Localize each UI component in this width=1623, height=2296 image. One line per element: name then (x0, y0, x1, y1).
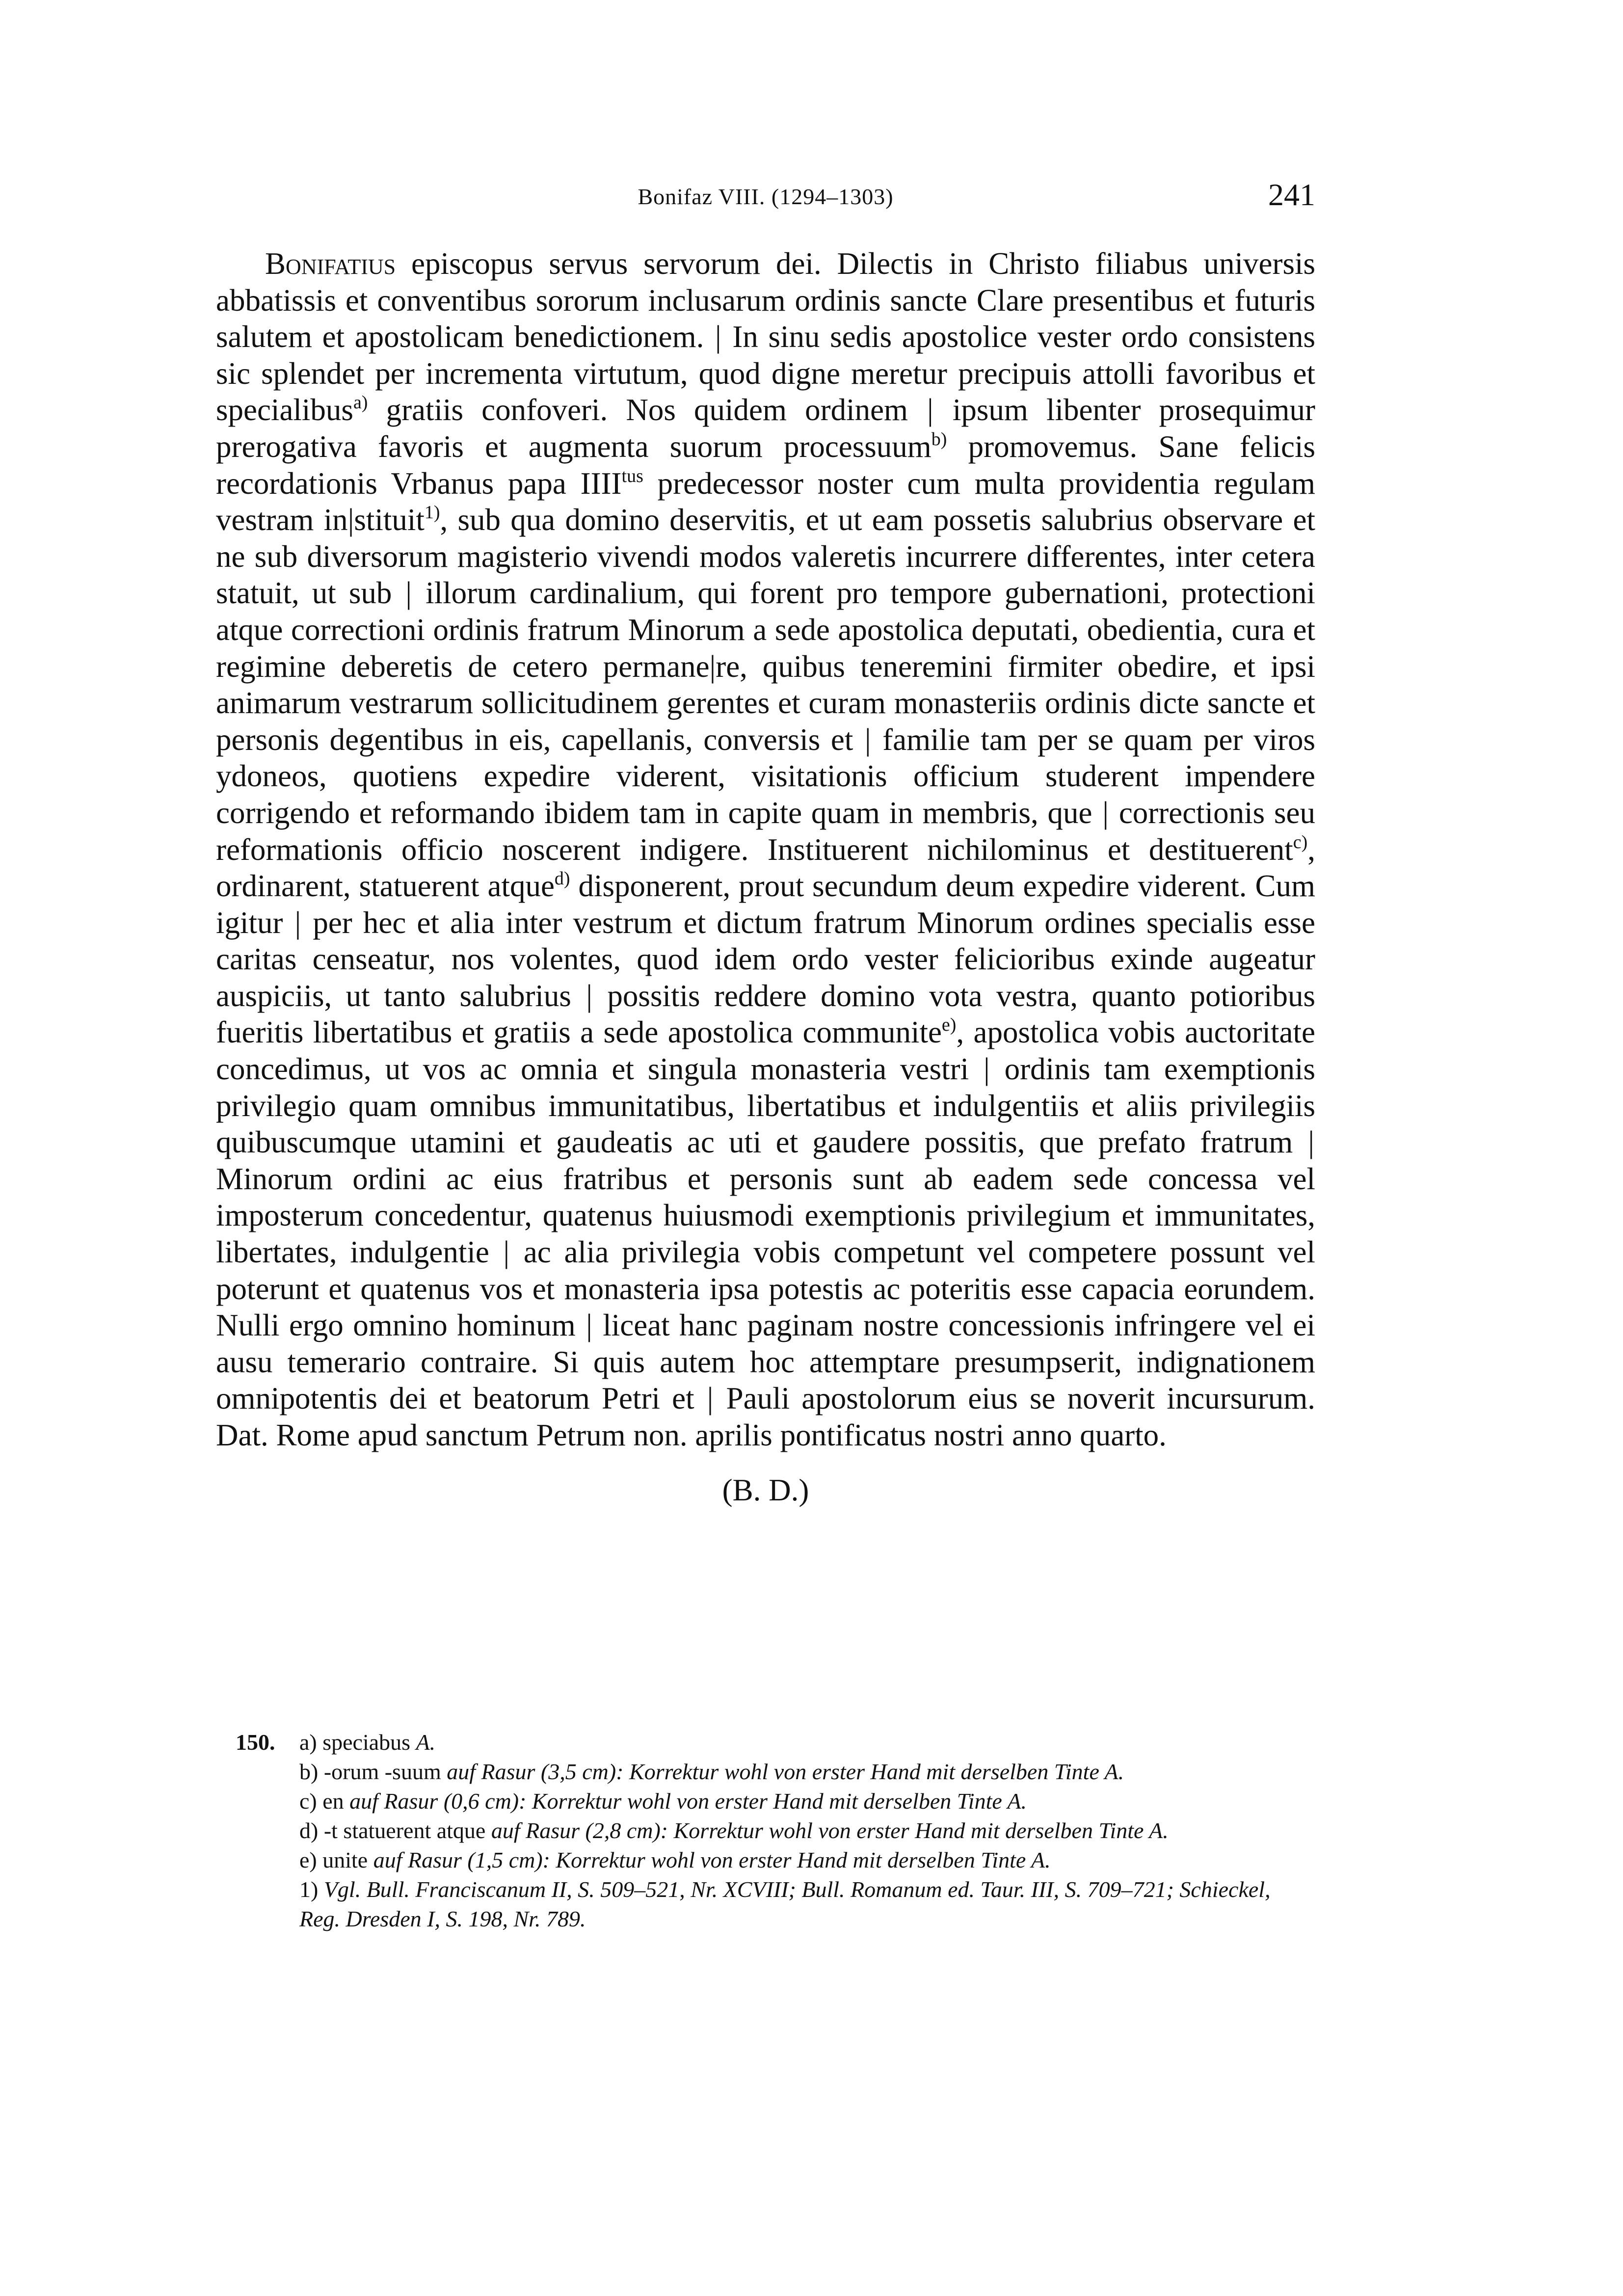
text-run: stituit (354, 503, 425, 537)
footnote-comment: Vgl. Bull. Franciscanum II, S. 509–521, Nr. XCVIII; Bull. Romanum ed. Taur. III, S. 709–721; Schieckel, Reg. Dresden I, S. 198, Nr. 789. (299, 1877, 1271, 1931)
ordinal-superscript: tus (621, 465, 643, 486)
folio-separator: | (586, 1308, 592, 1343)
folio-separator: | (707, 1381, 714, 1416)
folio-separator: | (864, 722, 871, 757)
running-head (216, 177, 1315, 226)
footnote-label: b) -orum -suum (299, 1759, 447, 1784)
footnote-mark-e: e) (941, 1015, 957, 1036)
text-run: episcopus servus servorum dei. Dilectis in Christo filiabus universis abbatissis et conventibus sororum inclusarum ordinis sancte Clare presentibus et futuris salutem et apostolicam benedictionem. (216, 246, 1315, 354)
issuer-name: Bonifatius (265, 246, 396, 281)
text-run: ipsum libenter prosequimur prerogativa favoris et augmenta suorum processuum (216, 393, 1315, 464)
text-run: re, quibus teneremini firmiter obedire, et ipsi animarum vestrarum sollicitudinem gerentes et curam monasteriis ordinis dicte sancte et personis degentibus in eis, capellanis, conversis et (216, 649, 1315, 757)
footnote-comment: auf Rasur (1,5 cm): Korrektur wohl von erster Hand mit derselben Tinte A. (373, 1847, 1051, 1872)
text-run: In sinu sedis apostolice vester ordo consistens sic splendet per incrementa virtutum, quod digne meretur precipuis attolli favoribus et specialibus (216, 320, 1315, 427)
folio-separator: | (294, 905, 301, 940)
document-number: 150. (236, 1730, 275, 1755)
footnote-comment: A. (416, 1730, 436, 1755)
footnote-comment: auf Rasur (2,8 cm): Korrektur wohl von erster Hand mit derselben Tinte A. (491, 1818, 1169, 1843)
footnote-label: e) unite (299, 1847, 373, 1872)
folio-separator: | (586, 978, 592, 1013)
text-run: Pauli apostolorum eius se noverit incursurum. Dat. Rome apud sanctum Petrum non. aprilis pontificatus nostri anno quarto. (216, 1381, 1315, 1452)
footnote-a (236, 1728, 1305, 1757)
folio-separator: | (503, 1235, 510, 1270)
folio-separator: | (984, 1052, 990, 1087)
footnote-comment: auf Rasur (0,6 cm): Korrektur wohl von erster Hand mit derselben Tinte A. (349, 1789, 1027, 1814)
footnote-mark-1: 1) (424, 502, 440, 523)
footnote-c (236, 1787, 1305, 1816)
footnote-1 (236, 1875, 1305, 1934)
footnote-label: d) -t statuerent atque (299, 1818, 491, 1843)
footnote-label: c) en (299, 1789, 350, 1814)
folio-separator: | (715, 320, 721, 354)
footnote-e (236, 1845, 1305, 1875)
text-run: predecessor noster cum multa providentia regulam vestram in (216, 466, 1316, 537)
footnote-comment: auf Rasur (3,5 cm): Korrektur wohl von erster Hand mit derselben Tinte A. (447, 1759, 1124, 1784)
document-body (216, 245, 1315, 1454)
text-run: gratiis confoveri. Nos quidem ordinem (368, 393, 927, 427)
footnotes (236, 1728, 1305, 1934)
footnote-mark-c: c) (1293, 831, 1308, 853)
text-run: liceat hanc paginam nostre concessionis infringere vel ei ausu temerario contraire. Si quis autem hoc attemptare presumpserit, indignationem omnipotentis dei et beatorum Petri et (216, 1308, 1315, 1416)
footnote-mark-d: d) (554, 868, 570, 889)
running-title: Bonifaz VIII. (1294–1303) (638, 184, 894, 209)
text-run: per hec et alia inter vestrum et dictum fratrum Minorum ordines specialis esse caritas censeatur, nos volentes, quod idem ordo vester felicioribus exinde augeatur auspiciis, ut tanto salubrius (216, 905, 1315, 1013)
text-run: illorum cardinalium, qui forent pro tempore gubernationi, protectioni atque correctioni ordinis fratrum Minorum a sede apostolica deputati, obedientia, cura et regimine deberetis de cetero permane (216, 576, 1315, 684)
footnote-label: 1) (299, 1877, 324, 1902)
text-run: ac alia privilegia vobis competunt vel competere possunt vel poterunt et quatenus vos et monasteria ipsa potestis ac poteritis esse capacia eorundem. Nulli ergo omnino hominum (216, 1235, 1315, 1343)
page-number: 241 (1268, 177, 1315, 212)
folio-separator: | (1102, 795, 1109, 830)
text-run: , ordinarent, statuerent atque (216, 832, 1315, 904)
folio-separator: | (405, 576, 412, 611)
text-run: possitis reddere domino vota vestra, quanto potioribus fueritis libertatibus et gratiis a sede apostolica communite (216, 978, 1315, 1050)
seal-note: (B. D.) (722, 1473, 809, 1507)
footnote-mark-b: b) (931, 428, 947, 450)
folio-separator: | (347, 503, 354, 537)
text-run: , sub qua domino deservitis, et ut eam possetis salubrius observare et ne sub diversorum magisterio vivendi modos valeretis incurrere differentes, inter cetera statuit, ut sub (216, 503, 1315, 611)
charter-paragraph (216, 245, 1315, 1454)
text-run: , apostolica vobis auctoritate concedimus, ut vos ac omnia et singula monasteria vestri (216, 1015, 1315, 1087)
text-run: Minorum ordini ac eius fratribus et personis sunt ab eadem sede concessa vel imposterum concedentur, quatenus huiusmodi exemptionis privilegium et immunitates, libertates, indulgentie (216, 1161, 1315, 1270)
text-run: correctionis seu reformationis officio noscerent indigere. Instituerent nichilominus et destituerent (216, 795, 1315, 867)
footnote-label: a) speciabus (299, 1730, 416, 1755)
text-run: ordinis tam exemptionis privilegio quam omnibus immunitatibus, libertatibus et indulgentiis et aliis privilegiis quibuscumque utamini et gaudeatis ac uti et gaudere possitis, que prefato fratrum (216, 1052, 1316, 1160)
folio-separator: | (927, 393, 933, 427)
folio-separator: | (709, 649, 716, 684)
text-run: promovemus. Sane felicis recordationis Vrbanus papa IIII (216, 429, 1315, 501)
text-run: familie tam per se quam per viros ydoneos, quotiens expedire viderent, visitationis officium studerent impendere corrigendo et reformando ibidem tam in capite quam in membris, que (216, 722, 1316, 830)
folio-separator: | (1308, 1125, 1314, 1160)
footnote-b (236, 1757, 1305, 1787)
text-run: disponerent, prout secundum deum expedire viderent. Cum igitur (216, 869, 1315, 940)
footnote-mark-a: a) (353, 392, 368, 413)
footnote-d (236, 1816, 1305, 1845)
